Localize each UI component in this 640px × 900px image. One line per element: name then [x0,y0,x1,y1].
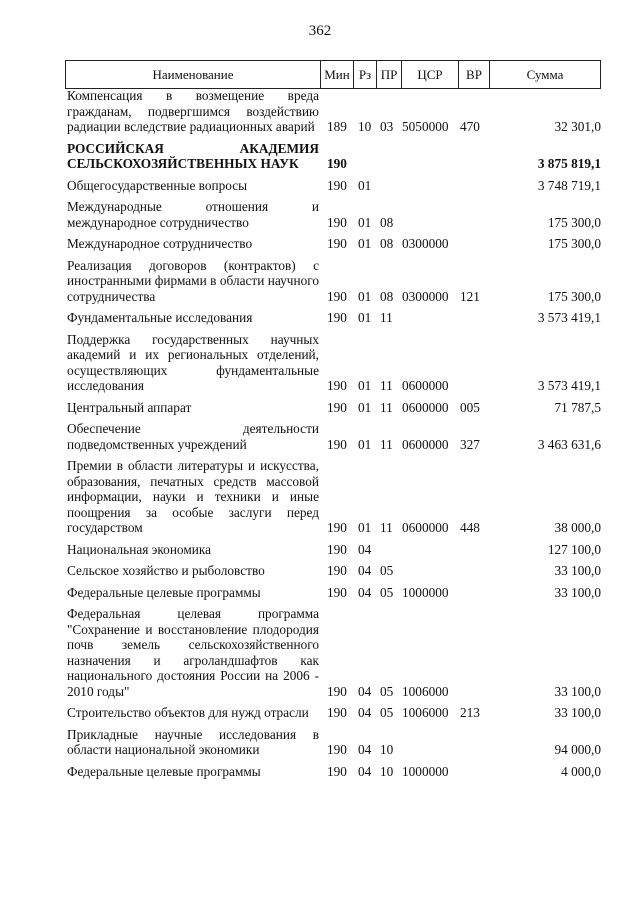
table-row [67,141,601,178]
row-csr: 0600000 [402,436,449,452]
row-rz: 01 [358,177,372,193]
row-vr [460,563,490,585]
row-rz: 04 [358,563,372,578]
table-row [67,585,601,607]
row-rz [358,141,380,178]
row-vr [460,199,490,236]
row-sum: 3 875 819,1 [537,156,601,171]
header-row [66,61,601,89]
table-row [67,542,601,564]
row-vr [460,310,490,332]
row-name: Федеральная целевая программа "Сохранение и восстановление плодородия почв земель сельскохозяйственного назначения и агроландшафтов как национального достояния России на 2006 - 2010 годы" [67,606,319,699]
row-csr [402,563,460,585]
row-csr [402,310,460,332]
table-row [67,458,601,542]
row-rz: 01 [358,436,372,452]
row-csr [402,199,460,236]
table-row [67,606,601,705]
row-rz: 01 [358,288,372,304]
row-min: 190 [327,520,347,535]
row-min: 190 [327,584,347,600]
row-min: 190 [327,436,347,452]
row-rz: 01 [358,378,372,393]
row-sum: 127 100,0 [547,541,601,557]
row-name: Реализация договоров (контрактов) с иностранными фирмами в области научного сотрудничества [67,257,319,304]
row-csr: 0300000 [402,236,449,251]
table-row [67,421,601,458]
row-sum: 175 300,0 [547,236,601,251]
budget-table [67,88,601,785]
row-pr: 11 [380,310,393,325]
row-rz: 01 [358,236,372,251]
row-vr: 448 [460,520,480,535]
row-pr: 03 [380,119,394,134]
row-pr: 08 [380,214,394,230]
row-pr: 08 [380,236,394,251]
row-pr [380,178,402,200]
row-name: Фундаментальные исследования [67,310,253,325]
row-rz: 10 [358,119,372,134]
row-csr [402,727,460,764]
row-vr [460,727,490,764]
row-min: 190 [327,563,347,578]
row-rz: 04 [358,584,372,600]
row-min: 190 [327,156,347,171]
table-row [67,705,601,727]
table-row [67,400,601,422]
row-sum: 3 573 419,1 [537,378,601,393]
row-name: Прикладные научные исследования в области национальной экономики [67,726,319,757]
row-sum: 38 000,0 [554,520,601,535]
row-sum: 3 748 719,1 [537,177,601,193]
header-csr: ЦСР [402,61,459,89]
row-min: 190 [327,705,347,720]
row-rz: 04 [358,742,372,757]
header-min: Мин [321,61,354,89]
table-row [67,310,601,332]
row-name: Федеральные целевые программы [67,584,261,600]
table-header [65,60,601,89]
row-csr: 5050000 [402,119,449,134]
row-min: 190 [327,236,347,251]
row-name: Поддержка государственных научных академий и их региональных отделений, осуществляющих фундаментальные исследования [67,331,319,393]
row-name: Международное сотрудничество [67,236,253,251]
table-row [67,332,601,400]
row-name: РОССИЙСКАЯ АКАДЕМИЯ СЕЛЬСКОХОЗЯЙСТВЕННЫХ НАУК [67,140,319,171]
row-sum: 94 000,0 [554,742,601,757]
table-row [67,236,601,258]
row-sum: 33 100,0 [554,705,601,720]
row-rz: 01 [358,310,372,325]
row-sum: 175 300,0 [547,214,601,230]
row-name: Центральный аппарат [67,399,192,415]
row-name: Общегосударственные вопросы [67,177,248,193]
row-vr: 121 [460,288,480,304]
row-min: 190 [327,541,347,557]
row-rz: 04 [358,763,372,779]
row-pr: 08 [380,288,394,304]
table-row [67,563,601,585]
row-name: Национальная экономика [67,541,212,557]
row-rz: 01 [358,399,372,415]
row-name: Международные отношения и международное сотрудничество [67,199,319,230]
row-pr: 10 [380,742,394,757]
table-row [67,88,601,141]
row-pr [380,141,402,178]
header-vr: ВР [459,61,490,89]
table-row [67,727,601,764]
row-min: 190 [327,310,347,325]
row-vr: 005 [460,399,480,415]
row-rz: 04 [358,683,372,699]
row-csr: 1000000 [402,763,449,779]
row-csr: 1006000 [402,705,449,720]
row-vr [460,764,490,786]
row-pr: 05 [380,584,394,600]
row-csr [402,178,460,200]
row-vr [460,606,490,705]
row-vr [460,178,490,200]
row-rz: 04 [358,705,372,720]
row-min: 190 [327,742,347,757]
row-sum: 33 100,0 [554,563,601,578]
row-vr [460,542,490,564]
row-pr [380,542,402,564]
header-sum: Сумма [490,61,601,89]
row-min: 190 [327,763,347,779]
row-vr: 327 [460,436,480,452]
row-csr [402,542,460,564]
row-name: Федеральные целевые программы [67,763,261,779]
row-pr: 11 [380,378,393,393]
table-row [67,199,601,236]
row-csr: 1006000 [402,683,449,699]
row-pr: 05 [380,683,394,699]
row-name: Строительство объектов для нужд отрасли [67,705,309,720]
table-row [67,764,601,786]
row-sum: 33 100,0 [554,584,601,600]
row-vr [460,585,490,607]
row-pr: 05 [380,563,394,578]
row-pr: 10 [380,763,394,779]
row-rz: 01 [358,520,372,535]
row-name: Премии в области литературы и искусства, образования, печатных средств массовой информации, науки и техники и иные поощрения за особые заслуги перед государством [67,458,319,535]
row-sum: 3 463 631,6 [537,436,601,452]
page-number: 362 [308,23,332,39]
row-sum: 3 573 419,1 [537,310,601,325]
row-min: 190 [327,214,347,230]
row-sum: 71 787,5 [554,399,601,415]
table-row [67,258,601,311]
row-sum: 32 301,0 [554,119,601,134]
row-vr: 213 [460,705,480,720]
row-vr [460,236,490,258]
row-pr: 11 [380,399,393,415]
row-csr: 0600000 [402,399,449,415]
row-min: 190 [327,378,347,393]
table-row [67,178,601,200]
row-name: Обеспечение деятельности подведомственных учреждений [67,421,319,452]
row-vr [460,141,490,178]
row-min: 190 [327,177,347,193]
row-rz: 01 [358,214,372,230]
row-min: 190 [327,683,347,699]
row-csr: 0600000 [402,378,449,393]
header-rz: Рз [354,61,377,89]
row-csr: 0300000 [402,288,449,304]
row-name: Компенсация в возмещение вреда гражданам, подвергшимся воздействию радиации вследствие радиационных аварий [67,88,319,134]
row-name: Сельское хозяйство и рыболовство [67,563,265,578]
row-pr: 11 [380,436,393,452]
row-sum: 4 000,0 [561,763,601,779]
row-csr [402,141,460,178]
row-sum: 33 100,0 [554,683,601,699]
row-csr: 0600000 [402,520,449,535]
row-min: 190 [327,288,347,304]
header-pr: ПР [377,61,402,89]
row-min: 190 [327,399,347,415]
row-vr: 470 [460,119,480,134]
row-pr: 11 [380,520,393,535]
row-rz: 04 [358,541,372,557]
row-pr: 05 [380,705,394,720]
row-sum: 175 300,0 [547,288,601,304]
row-min: 189 [327,119,347,134]
header-name: Наименование [66,61,321,89]
row-csr: 1000000 [402,584,449,600]
row-vr [460,332,490,400]
